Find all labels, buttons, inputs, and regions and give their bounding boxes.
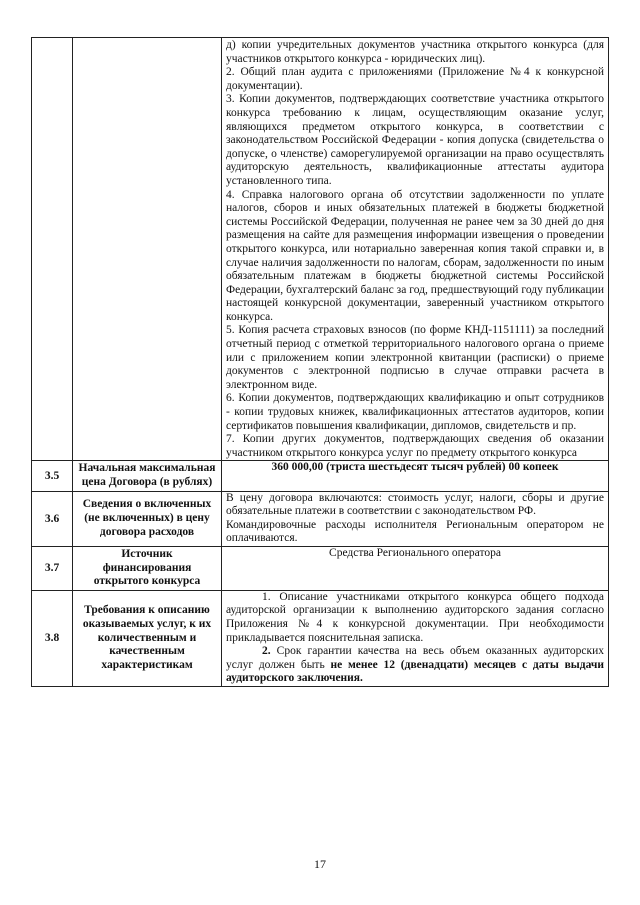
service-requirements-cell bbox=[222, 590, 609, 686]
list-item: 2. Общий план аудита с приложениями (Приложение №4 к конкурсной документации). bbox=[226, 66, 604, 92]
requirement-text: Срок гарантии качества на весь объем оказанных аудиторских услуг должен быть bbox=[226, 645, 604, 671]
page-number: 17 bbox=[314, 857, 326, 871]
list-item: д) копии учредительных документов участника открытого конкурса (для участников открытого конкурса - юридических лиц). bbox=[226, 39, 604, 65]
table-row-3-7 bbox=[32, 546, 609, 590]
included-costs-cell bbox=[222, 491, 609, 546]
row-number: 3.7 bbox=[32, 546, 73, 590]
row-number-cell bbox=[32, 38, 73, 461]
requirement-paragraph-2 bbox=[226, 645, 604, 686]
row-name-cell bbox=[73, 38, 222, 461]
table-row-3-8 bbox=[32, 590, 609, 686]
list-item: 7. Копии других документов, подтверждающих сведения об оказании участником открытого конкурса услуг по предмету открытого конкурса bbox=[226, 433, 604, 459]
list-item: 5. Копия расчета страховых взносов (по форме КНД-1151111) за последний отчетный период с отметкой территориального налогового органа о приеме или с приложением копии электронной квитанции (расписки) о приеме документов с электронной подписью в случае отправки расчета в электронном виде. bbox=[226, 324, 604, 391]
row-name: Начальная максимальная цена Договора (в рублях) bbox=[73, 461, 222, 491]
funding-source: Средства Регионального оператора bbox=[222, 546, 609, 590]
table-row-3-6 bbox=[32, 491, 609, 546]
row-number: 3.5 bbox=[32, 461, 73, 491]
list-item: 4. Справка налогового органа об отсутствии задолженности по уплате налогов, сборов и иных обязательных платежей в бюджеты бюджетной системы Российской Федерации, полученная не ранее чем за 30 дней до дня размещения на сайте для размещения информации извещения о проведении открытого конкурса, или нотариально заверенная копия такой справки и, в случае наличия задолженности по налогам, сборам, задолженности по иным обязательным платежам в бюджеты бюджетной системы Российской Федерации, бухгалтерский баланс за год, предшествующий году публикации настоящей конкурсной документации, заверенный участником открытого конкурса. bbox=[226, 188, 604, 323]
row-name: Сведения о включенных (не включенных) в цену договора расходов bbox=[73, 491, 222, 546]
row-number: 3.8 bbox=[32, 590, 73, 686]
list-item: 6. Копии документов, подтверждающих квалификацию и опыт сотрудников - копии трудовых книжек, квалификационных аттестатов аудиторов, копии сертификатов повышения квалификации, дипломов, свидетельств и пр. bbox=[226, 392, 604, 432]
row-name: Источник финансирования открытого конкурса bbox=[73, 546, 222, 590]
initial-price: 360 000,00 (триста шестьдесят тысяч рублей) 00 копеек bbox=[222, 461, 609, 491]
row-name: Требования к описанию оказываемых услуг, к их количественным и качественным характеристикам bbox=[73, 590, 222, 686]
requirement-bold-text: не менее 12 (двенадцати) месяцев с даты выдачи аудиторского заключения. bbox=[226, 658, 604, 685]
table-row-3-5 bbox=[32, 461, 609, 491]
list-item: 3. Копии документов, подтверждающих соответствие участника открытого конкурса требованию к лицам, осуществляющим оказание услуг, являющихся предметом открытого конкурса, в соответствии с законодательством Российской Федерации - копия допуска (свидетельства о допуске, о членстве) саморегулируемой организации на право осуществлять аудиторскую деятельность, квалификационные аттестаты аудитора установленного типа. bbox=[226, 93, 604, 187]
requirement-paragraph-1: 1. Описание участниками открытого конкурса общего подхода аудиторской организации к выполнению аудиторского задания согласно Приложения №4 к конкурсной документации. При необходимости прикладывается пояснительная записка. bbox=[226, 590, 604, 644]
included-costs-text: В цену договора включаются: стоимость услуг, налоги, сборы и другие обязательные платежи в соответствии с законодательством РФ. bbox=[226, 491, 604, 518]
requirement-number: 2. bbox=[262, 645, 271, 658]
table-row bbox=[32, 38, 609, 461]
documents-list-cell bbox=[222, 38, 609, 461]
document-table bbox=[31, 37, 609, 687]
row-number: 3.6 bbox=[32, 491, 73, 546]
travel-costs-text: Командировочные расходы исполнителя Региональным оператором не оплачиваются. bbox=[226, 518, 604, 545]
